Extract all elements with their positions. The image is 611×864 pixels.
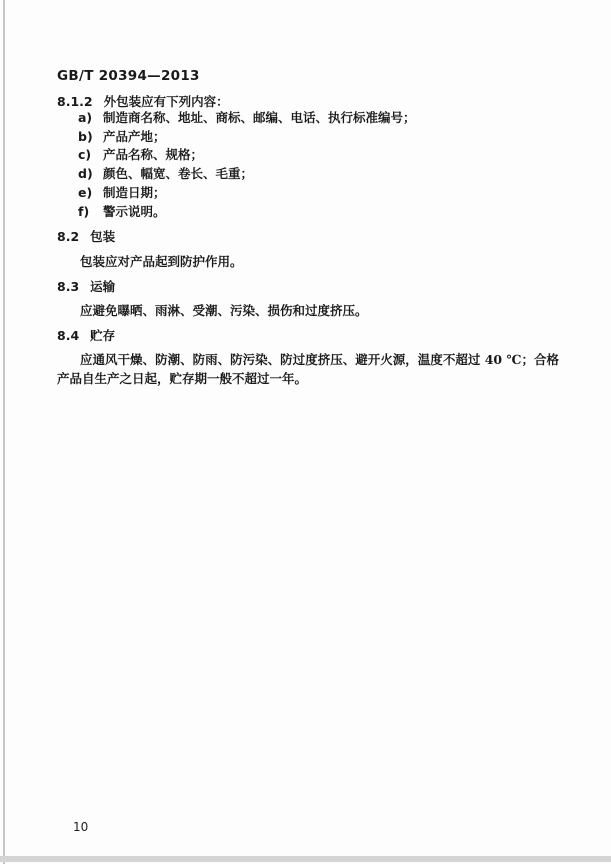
list-item bbox=[78, 146, 416, 165]
list-item-label: a) bbox=[78, 110, 93, 125]
list-item-text: 产品名称、规格； bbox=[103, 147, 204, 163]
list-item-label: e) bbox=[78, 184, 93, 200]
section-8-3-body: 应避免曝晒、雨淋、受潮、污染、损伤和过度挤压。 bbox=[80, 303, 368, 318]
section-title: 包装 bbox=[90, 229, 116, 244]
list-item bbox=[78, 128, 416, 147]
section-title: 贮存 bbox=[90, 328, 116, 343]
clause-number: 8.1.2 bbox=[57, 94, 93, 109]
list-item-text: 产品产地； bbox=[103, 128, 166, 144]
scan-left-edge bbox=[3, 0, 5, 864]
section-number: 8.4 bbox=[57, 328, 80, 343]
list-item bbox=[78, 184, 416, 203]
clause-8-1-2-heading bbox=[57, 92, 229, 110]
section-8-3-heading bbox=[57, 277, 115, 295]
section-8-4-body: 应通风干燥、防潮、防雨、防污染、防过度挤压、避开火源，温度不超过 40 ℃；合格产品自生产之日起，贮存期一般不超过一年。 bbox=[57, 352, 559, 386]
list-item-text: 制造日期； bbox=[103, 184, 166, 200]
section-8-4-heading bbox=[57, 326, 115, 344]
list-item-label: b) bbox=[78, 128, 93, 144]
list-item-text: 颜色、幅宽、卷长、毛重； bbox=[103, 166, 254, 182]
list-item-text: 警示说明。 bbox=[103, 203, 166, 219]
page-number: 10 bbox=[73, 820, 89, 834]
section-number: 8.3 bbox=[57, 279, 80, 294]
standard-number-header: GB/T 20394—2013 bbox=[57, 68, 200, 84]
section-number: 8.2 bbox=[57, 229, 80, 244]
list-item bbox=[78, 203, 416, 222]
list-item bbox=[78, 165, 416, 184]
list-item-label: c) bbox=[78, 147, 92, 163]
list-item-label: d) bbox=[78, 166, 93, 182]
list-item-label: f) bbox=[78, 203, 90, 219]
clause-text: 外包装应有下列内容： bbox=[103, 94, 229, 109]
packaging-content-list bbox=[78, 109, 416, 221]
section-title: 运输 bbox=[90, 279, 116, 294]
section-8-2-body: 包装应对产品起到防护作用。 bbox=[80, 254, 243, 269]
list-item bbox=[78, 109, 416, 128]
section-8-2-heading bbox=[57, 227, 115, 245]
list-item-text: 制造商名称、地址、商标、邮编、电话、执行标准编号； bbox=[103, 110, 416, 125]
scan-bottom-edge bbox=[0, 856, 611, 862]
